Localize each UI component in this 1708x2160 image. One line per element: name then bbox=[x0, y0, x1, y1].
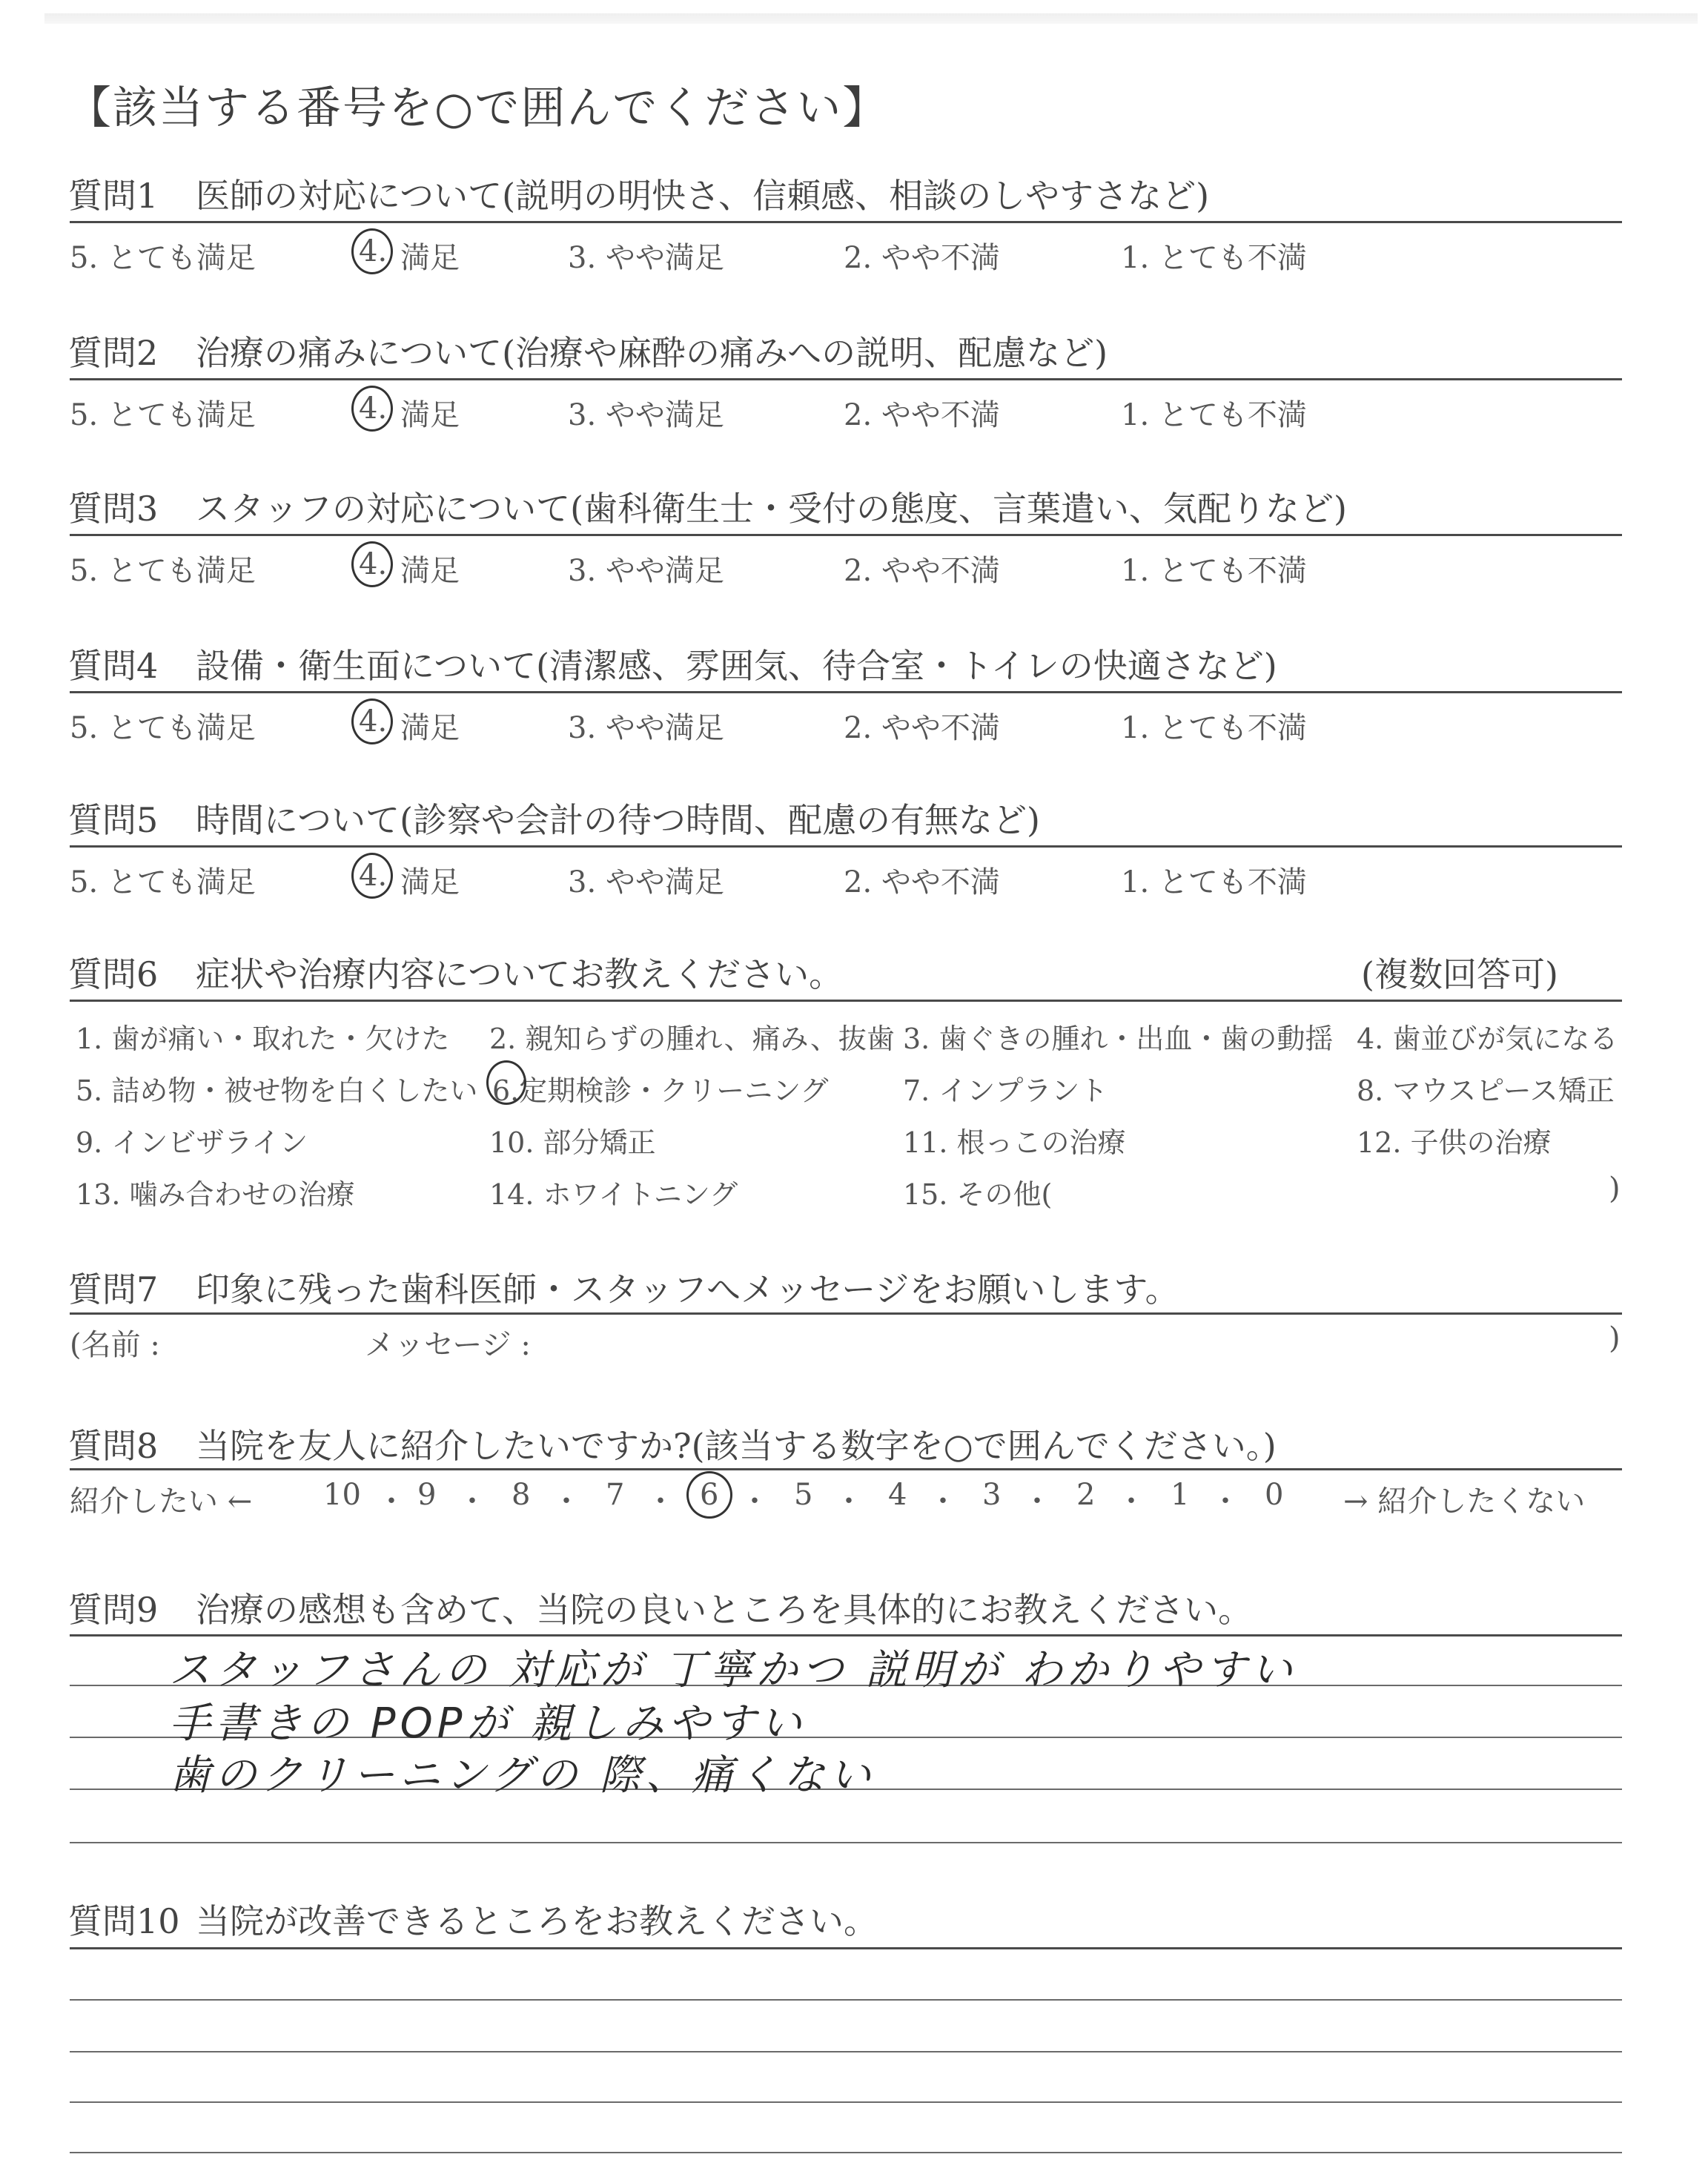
q7-close: ) bbox=[1609, 1321, 1621, 1355]
q1-option-somewhat-satisfied[interactable]: 3. やや満足 bbox=[568, 241, 724, 275]
q5-option-very-satisfied[interactable]: 5. とても満足 bbox=[70, 865, 256, 899]
question-3-heading bbox=[68, 482, 1347, 531]
q8-left-label: 紹介したい ← bbox=[70, 1484, 253, 1519]
question-10-text: 当院が改善できるところをお教えください。 bbox=[196, 1901, 878, 1941]
q2-option-very-dissatisfied[interactable]: 1. とても不満 bbox=[1121, 398, 1307, 432]
question-8-text: 当院を友人に紹介したいですか?(該当する数字を○で囲んでください。) bbox=[196, 1426, 1277, 1466]
q4-option-satisfied-text[interactable]: 満足 bbox=[400, 711, 460, 745]
q8-scale-value-0[interactable]: 0 bbox=[1265, 1478, 1284, 1512]
question-3-rule bbox=[70, 534, 1622, 536]
question-4-heading bbox=[68, 639, 1277, 688]
question-10-heading bbox=[68, 1895, 878, 1943]
q10-answer-line-4 bbox=[70, 2152, 1622, 2153]
q8-right-label: → 紹介したくない bbox=[1343, 1484, 1586, 1519]
q8-scale-value-8[interactable]: 8 bbox=[512, 1478, 531, 1512]
question-3-text: スタッフの対応について(歯科衛生士・受付の態度、言葉遣い、気配りなど) bbox=[196, 489, 1347, 529]
q1-option-satisfied-text[interactable]: 満足 bbox=[400, 241, 460, 275]
q8-scale-value-6[interactable]: 6 bbox=[700, 1478, 719, 1512]
question-1-label: 質問1 bbox=[68, 176, 159, 216]
q1-option-very-dissatisfied[interactable]: 1. とても不満 bbox=[1121, 241, 1307, 275]
q3-option-somewhat-dissatisfied[interactable]: 2. やや不満 bbox=[844, 554, 1000, 588]
question-7-label: 質問7 bbox=[68, 1269, 159, 1309]
q6-option-4[interactable]: 4. 歯並びが気になる bbox=[1357, 1023, 1618, 1055]
q8-scale-separator: ・ bbox=[377, 1484, 406, 1519]
q8-selection-circle bbox=[686, 1471, 732, 1519]
q9-handwritten-answer-1: スタッフさんの 対応が 丁寧かつ 説明が わかりやすい bbox=[169, 1646, 1297, 1694]
question-6-heading bbox=[68, 948, 843, 997]
q1-option-very-satisfied[interactable]: 5. とても満足 bbox=[70, 241, 256, 275]
question-9-label: 質問9 bbox=[68, 1590, 159, 1630]
q8-scale-separator: ・ bbox=[834, 1484, 864, 1519]
question-3-label: 質問3 bbox=[68, 489, 159, 529]
question-6-text: 症状や治療内容についてお教えください。 bbox=[196, 954, 844, 994]
q8-scale-value-1[interactable]: 1 bbox=[1171, 1478, 1190, 1512]
q2-selection-circle bbox=[351, 386, 393, 432]
q9-handwritten-answer-3: 歯のクリーニングの 際、痛くない bbox=[169, 1751, 875, 1800]
q8-scale-separator: ・ bbox=[1116, 1484, 1146, 1519]
question-2-rule bbox=[70, 378, 1622, 380]
question-5-text: 時間について(診察や会計の待つ時間、配慮の有無など) bbox=[196, 800, 1040, 840]
question-8-heading bbox=[68, 1419, 1277, 1468]
question-4-label: 質問4 bbox=[68, 646, 159, 686]
scan-edge-band bbox=[44, 13, 1698, 24]
q8-scale-separator: ・ bbox=[646, 1484, 675, 1519]
q8-scale-separator: ・ bbox=[1211, 1484, 1240, 1519]
q6-option-11[interactable]: 11. 根っこの治療 bbox=[903, 1126, 1126, 1159]
q8-scale-value-10[interactable]: 10 bbox=[323, 1478, 361, 1512]
question-8-label: 質問8 bbox=[68, 1426, 159, 1466]
q4-option-very-satisfied[interactable]: 5. とても満足 bbox=[70, 711, 256, 745]
q5-option-very-dissatisfied[interactable]: 1. とても不満 bbox=[1121, 865, 1307, 899]
q8-scale-separator: ・ bbox=[457, 1484, 487, 1519]
question-4-text: 設備・衛生面について(清潔感、雰囲気、待合室・トイレの快適さなど) bbox=[196, 646, 1277, 686]
question-7-text: 印象に残った歯科医師・スタッフへメッセージをお願いします。 bbox=[196, 1269, 1179, 1309]
question-9-text: 治療の感想も含めて、当院の良いところを具体的にお教えください。 bbox=[196, 1590, 1253, 1630]
q6-option-5[interactable]: 5. 詰め物・被せ物を白くしたい bbox=[76, 1074, 478, 1107]
question-2-text: 治療の痛みについて(治療や麻酔の痛みへの説明、配慮など) bbox=[196, 333, 1108, 373]
question-6-multiple-note: (複数回答可) bbox=[1361, 954, 1558, 994]
question-5-label: 質問5 bbox=[68, 800, 159, 840]
q3-selection-circle bbox=[351, 541, 393, 587]
q8-scale-value-3[interactable]: 3 bbox=[982, 1478, 1002, 1512]
q8-scale-value-5[interactable]: 5 bbox=[794, 1478, 813, 1512]
q3-option-somewhat-satisfied[interactable]: 3. やや満足 bbox=[568, 554, 724, 588]
q9-answer-line-4 bbox=[70, 1842, 1622, 1843]
question-8-rule bbox=[70, 1468, 1622, 1470]
question-10-label: 質問10 bbox=[68, 1901, 180, 1941]
q5-option-somewhat-dissatisfied[interactable]: 2. やや不満 bbox=[844, 865, 1000, 899]
q5-option-satisfied-text[interactable]: 満足 bbox=[400, 865, 460, 899]
q4-option-somewhat-dissatisfied[interactable]: 2. やや不満 bbox=[844, 711, 1000, 745]
q8-scale-value-2[interactable]: 2 bbox=[1076, 1478, 1096, 1512]
q8-scale-separator: ・ bbox=[740, 1484, 769, 1519]
question-2-label: 質問2 bbox=[68, 333, 159, 373]
q3-option-very-satisfied[interactable]: 5. とても満足 bbox=[70, 554, 256, 588]
q4-option-satisfied-number[interactable]: 4. bbox=[359, 704, 388, 739]
q8-scale-value-7[interactable]: 7 bbox=[606, 1478, 625, 1512]
q1-selection-circle bbox=[351, 228, 393, 274]
q9-handwritten-answer-2: 手書きの POPが 親しみやすい bbox=[169, 1700, 807, 1748]
q2-option-somewhat-dissatisfied[interactable]: 2. やや不満 bbox=[844, 398, 1000, 432]
q5-selection-circle bbox=[351, 853, 393, 899]
q5-option-satisfied-number[interactable]: 4. bbox=[359, 859, 388, 893]
q1-option-satisfied-number[interactable]: 4. bbox=[359, 234, 388, 268]
question-2-heading bbox=[68, 326, 1108, 375]
question-1-heading bbox=[68, 169, 1209, 218]
question-9-rule bbox=[70, 1634, 1622, 1636]
q7-message-label: メッセージ : bbox=[365, 1328, 531, 1362]
question-7-rule bbox=[70, 1312, 1622, 1315]
question-9-heading bbox=[68, 1583, 1252, 1632]
q2-option-satisfied-text[interactable]: 満足 bbox=[400, 398, 460, 432]
q6-other-close: ) bbox=[1609, 1172, 1621, 1206]
q6-option-9[interactable]: 9. インビザライン bbox=[76, 1126, 308, 1159]
q6-option-3[interactable]: 3. 歯ぐきの腫れ・出血・歯の動揺 bbox=[903, 1023, 1334, 1055]
question-5-rule bbox=[70, 845, 1622, 848]
q6-option-13[interactable]: 13. 噛み合わせの治療 bbox=[76, 1178, 355, 1211]
question-6-label: 質問6 bbox=[68, 954, 159, 994]
q4-selection-circle bbox=[351, 698, 393, 744]
q4-option-somewhat-satisfied[interactable]: 3. やや満足 bbox=[568, 711, 724, 745]
q1-option-somewhat-dissatisfied[interactable]: 2. やや不満 bbox=[844, 241, 1000, 275]
page-title: 【該当する番号を○で囲んでください】 bbox=[67, 82, 889, 134]
q6-option-6[interactable] bbox=[492, 1068, 829, 1109]
q4-option-very-dissatisfied[interactable]: 1. とても不満 bbox=[1121, 711, 1307, 745]
q3-option-satisfied-number[interactable]: 4. bbox=[359, 547, 388, 581]
question-1-text: 医師の対応について(説明の明快さ、信頼感、相談のしやすさなど) bbox=[196, 176, 1210, 216]
q6-option-6-number: 6. bbox=[492, 1074, 520, 1107]
q6-option-2[interactable]: 2. 親知らずの腫れ、痛み、抜歯 bbox=[489, 1023, 895, 1055]
q10-answer-line-2 bbox=[70, 2051, 1622, 2052]
q3-option-very-dissatisfied[interactable]: 1. とても不満 bbox=[1121, 554, 1307, 588]
q10-answer-line-3 bbox=[70, 2101, 1622, 2103]
question-5-heading bbox=[68, 793, 1040, 842]
question-4-rule bbox=[70, 691, 1622, 693]
question-10-rule bbox=[70, 1947, 1622, 1949]
q3-option-satisfied-text[interactable]: 満足 bbox=[400, 554, 460, 588]
q6-option-14[interactable]: 14. ホワイトニング bbox=[489, 1178, 738, 1211]
q6-option-1[interactable]: 1. 歯が痛い・取れた・欠けた bbox=[76, 1023, 450, 1055]
q2-option-somewhat-satisfied[interactable]: 3. やや満足 bbox=[568, 398, 724, 432]
q6-option-8[interactable]: 8. マウスピース矯正 bbox=[1357, 1074, 1615, 1107]
q6-option-6-text: 定期検診・クリーニング bbox=[519, 1074, 829, 1107]
q2-option-very-satisfied[interactable]: 5. とても満足 bbox=[70, 398, 256, 432]
q6-option-12[interactable]: 12. 子供の治療 bbox=[1357, 1126, 1552, 1159]
question-7-heading bbox=[68, 1263, 1179, 1312]
q8-scale-separator: ・ bbox=[928, 1484, 958, 1519]
q8-scale-value-4[interactable]: 4 bbox=[888, 1478, 907, 1512]
q6-option-7[interactable]: 7. インプラント bbox=[903, 1074, 1108, 1107]
question-1-rule bbox=[70, 221, 1622, 223]
q7-name-label: (名前 : bbox=[70, 1328, 160, 1362]
question-6-rule bbox=[70, 1000, 1622, 1002]
q5-option-somewhat-satisfied[interactable]: 3. やや満足 bbox=[568, 865, 724, 899]
q6-option-15[interactable]: 15. その他( bbox=[903, 1178, 1053, 1211]
q10-answer-line-1 bbox=[70, 1999, 1622, 2001]
q8-scale-separator: ・ bbox=[1022, 1484, 1052, 1519]
q6-selection-circle bbox=[486, 1060, 526, 1105]
q2-option-satisfied-number[interactable]: 4. bbox=[359, 392, 388, 426]
q8-scale-value-9[interactable]: 9 bbox=[417, 1478, 437, 1512]
q8-scale-separator: ・ bbox=[552, 1484, 581, 1519]
q6-option-10[interactable]: 10. 部分矯正 bbox=[489, 1126, 656, 1159]
